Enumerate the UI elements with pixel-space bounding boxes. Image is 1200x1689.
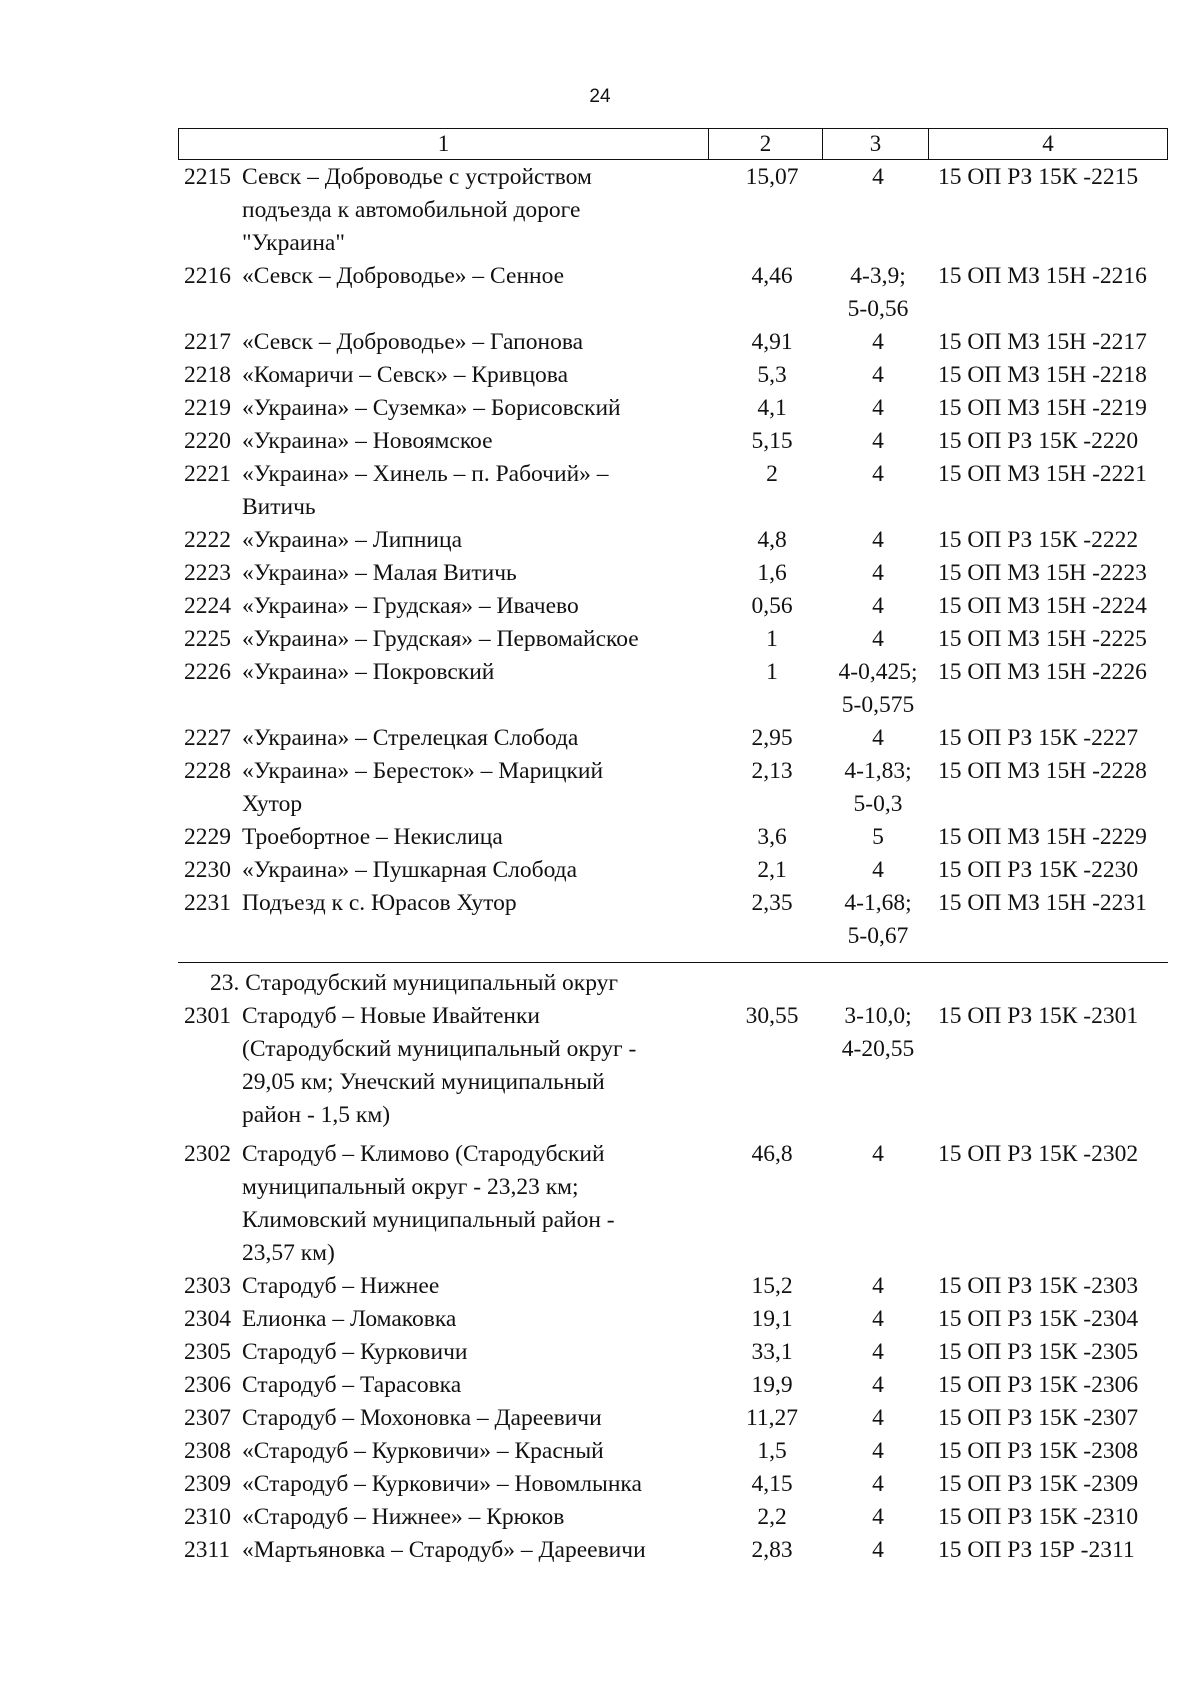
- table-row: [178, 260, 1168, 326]
- table-row: [178, 524, 1168, 557]
- road-name: [238, 260, 708, 326]
- road-name-line: «Украина» – Суземка» – Борисовский: [242, 395, 621, 421]
- road-name: [238, 1138, 708, 1270]
- road-category-line: 4: [872, 1537, 884, 1563]
- table-row: [178, 458, 1168, 524]
- road-id-code: 15 ОП МЗ 15Н -2229: [938, 824, 1147, 850]
- road-category-line: 4: [872, 1306, 884, 1332]
- road-length: 19,1: [751, 1306, 793, 1332]
- road-length: 2,83: [751, 1537, 793, 1563]
- road-name-line: «Украина» – Липница: [242, 527, 463, 553]
- road-name-line: «Стародуб – Курковичи» – Красный: [242, 1438, 604, 1464]
- road-length: 11,27: [745, 1405, 798, 1431]
- road-length: 2,95: [751, 725, 793, 751]
- table-row: [178, 1138, 1168, 1270]
- road-name-line: Стародуб – Климово (Стародубский: [242, 1141, 605, 1167]
- road-number: 2229: [184, 824, 231, 850]
- road-name: [238, 1000, 708, 1132]
- road-category-line: 4: [872, 1339, 884, 1365]
- road-category-line: 4: [872, 527, 884, 553]
- road-length: 3,6: [757, 824, 787, 850]
- road-id-code: 15 ОП РЗ 15К -2306: [938, 1372, 1139, 1398]
- table-row: [178, 887, 1168, 953]
- table-row: [178, 1000, 1168, 1132]
- road-group-sevsk: [178, 161, 1168, 953]
- road-name: [238, 1303, 708, 1336]
- table-header: [178, 128, 1168, 160]
- road-name-line: «Стародуб – Нижнее» – Крюков: [242, 1504, 565, 1530]
- road-name-line: Севск – Доброводье с устройством: [242, 164, 592, 190]
- road-category: [822, 821, 928, 854]
- road-number: 2308: [184, 1438, 231, 1464]
- road-category-line: 4-1,83;: [844, 758, 912, 784]
- road-number: 2223: [184, 560, 231, 586]
- table-row: [178, 359, 1168, 392]
- road-name: [238, 1270, 708, 1303]
- road-length: 2,2: [757, 1504, 787, 1530]
- road-category: [822, 854, 928, 887]
- road-id-code: 15 ОП МЗ 15Н -2218: [938, 362, 1147, 388]
- road-name-line: «Украина» – Бересток» – Марицкий: [242, 758, 604, 784]
- road-category: [822, 1435, 928, 1468]
- road-category-line: 4: [872, 593, 884, 619]
- road-number: 2221: [184, 461, 231, 487]
- road-number: 2301: [184, 1003, 231, 1029]
- table-row: [178, 326, 1168, 359]
- road-id-code: 15 ОП РЗ 15К -2302: [938, 1141, 1139, 1167]
- road-name-line: «Украина» – Покровский: [242, 659, 495, 685]
- road-length: 1: [766, 659, 778, 685]
- road-length: 1,5: [757, 1438, 787, 1464]
- road-number: 2230: [184, 857, 231, 883]
- road-category-line: 4-1,68;: [844, 890, 912, 916]
- road-number: 2228: [184, 758, 231, 784]
- table-row: [178, 821, 1168, 854]
- road-name-line: Стародуб – Курковичи: [242, 1339, 468, 1365]
- road-name-line: Хутор: [242, 791, 303, 817]
- road-category: [822, 1270, 928, 1303]
- road-category-line: 4: [872, 1504, 884, 1530]
- road-name-line: район - 1,5 км): [242, 1102, 391, 1128]
- road-id-code: 15 ОП МЗ 15Н -2231: [938, 890, 1147, 916]
- road-number: 2231: [184, 890, 231, 916]
- road-category-line: 4: [872, 1405, 884, 1431]
- road-number: 2215: [184, 164, 231, 190]
- table-row: [178, 1468, 1168, 1501]
- road-length: 5,3: [757, 362, 787, 388]
- road-category-line: 5-0,575: [841, 692, 915, 718]
- road-number: 2304: [184, 1306, 231, 1332]
- road-name: [238, 1534, 708, 1567]
- page-number: 24: [589, 86, 611, 107]
- road-length: 30,55: [745, 1003, 799, 1029]
- road-group-starodub: [178, 1000, 1168, 1567]
- table-row: [178, 623, 1168, 656]
- road-number: 2226: [184, 659, 231, 685]
- road-length: 19,9: [751, 1372, 793, 1398]
- road-length: 1,6: [757, 560, 787, 586]
- road-name-line: подъезда к автомобильной дороге: [242, 197, 581, 223]
- road-name-line: «Стародуб – Курковичи» – Новомлынка: [242, 1471, 642, 1497]
- road-category: [822, 1501, 928, 1534]
- table-row: [178, 557, 1168, 590]
- road-category-line: 4: [872, 1372, 884, 1398]
- road-length: 4,8: [757, 527, 787, 553]
- table-row: [178, 1534, 1168, 1567]
- road-name: [238, 425, 708, 458]
- road-category: [822, 359, 928, 392]
- road-category-line: 4: [872, 1438, 884, 1464]
- road-category: [822, 656, 928, 722]
- road-name-line: «Севск – Доброводье» – Сенное: [242, 263, 565, 289]
- road-number: 2305: [184, 1339, 231, 1365]
- road-category-line: 4: [872, 560, 884, 586]
- road-category-line: 4-0,425;: [838, 659, 918, 685]
- road-id-code: 15 ОП РЗ 15К -2304: [938, 1306, 1139, 1332]
- road-name: [238, 590, 708, 623]
- road-category-line: 4: [872, 362, 884, 388]
- road-length: 4,91: [751, 329, 793, 355]
- road-number: 2220: [184, 428, 231, 454]
- road-number: 2222: [184, 527, 231, 553]
- road-category-line: 4-3,9;: [850, 263, 906, 289]
- table-row: [178, 755, 1168, 821]
- road-number: 2309: [184, 1471, 231, 1497]
- road-name-line: «Украина» – Хинель – п. Рабочий» –: [242, 461, 609, 487]
- road-id-code: 15 ОП МЗ 15Н -2216: [938, 263, 1147, 289]
- table-row: [178, 1435, 1168, 1468]
- road-category-line: 5-0,56: [847, 296, 909, 322]
- road-name-line: «Мартьяновка – Стародуб» – Дареевичи: [242, 1537, 646, 1563]
- road-number: 2218: [184, 362, 231, 388]
- road-category: [822, 1303, 928, 1336]
- road-category: [822, 524, 928, 557]
- road-name-line: Стародуб – Нижнее: [242, 1273, 440, 1299]
- table-row: [178, 854, 1168, 887]
- road-category: [822, 1402, 928, 1435]
- road-length: 4,46: [751, 263, 793, 289]
- road-name-line: муниципальный округ - 23,23 км;: [242, 1174, 579, 1200]
- section-divider: [178, 962, 1168, 963]
- road-category-line: 5-0,67: [847, 923, 909, 949]
- road-name-line: 23,57 км): [242, 1240, 335, 1266]
- road-number: 2310: [184, 1504, 231, 1530]
- road-name: [238, 1402, 708, 1435]
- road-length: 1: [766, 626, 778, 652]
- road-number: 2219: [184, 395, 231, 421]
- road-name-line: Стародуб – Новые Ивайтенки: [242, 1003, 540, 1029]
- table-row: [178, 1369, 1168, 1402]
- road-length: 2,35: [751, 890, 793, 916]
- road-name: [238, 1435, 708, 1468]
- road-category-line: 5: [872, 824, 884, 850]
- road-id-code: 15 ОП МЗ 15Н -2217: [938, 329, 1147, 355]
- road-name-line: «Комаричи – Севск» – Кривцова: [242, 362, 569, 388]
- table-row: [178, 392, 1168, 425]
- road-number: 2227: [184, 725, 231, 751]
- road-id-code: 15 ОП МЗ 15Н -2223: [938, 560, 1147, 586]
- road-name-line: "Украина": [242, 230, 345, 256]
- road-number: 2225: [184, 626, 231, 652]
- table-row: [178, 425, 1168, 458]
- road-name-line: Климовский муниципальный район -: [242, 1207, 615, 1233]
- road-category: [822, 590, 928, 623]
- road-name: [238, 557, 708, 590]
- road-category: [822, 425, 928, 458]
- table-body: [178, 161, 1168, 1567]
- road-category-line: 5-0,3: [853, 791, 903, 817]
- road-id-code: 15 ОП РЗ 15К -2308: [938, 1438, 1139, 1464]
- road-name-line: (Стародубский муниципальный округ -: [242, 1036, 637, 1062]
- road-number: 2303: [184, 1273, 231, 1299]
- road-length: 15,07: [745, 164, 799, 190]
- road-number: 2217: [184, 329, 231, 355]
- road-category: [822, 392, 928, 425]
- road-name-line: Елионка – Ломаковка: [242, 1306, 457, 1332]
- road-category-line: 4: [872, 725, 884, 751]
- road-category-line: 4: [872, 329, 884, 355]
- road-number: 2224: [184, 593, 231, 619]
- road-category: [822, 623, 928, 656]
- road-category-line: 4: [872, 461, 884, 487]
- road-number: 2216: [184, 263, 231, 289]
- road-name-line: Витичь: [242, 494, 316, 520]
- table-row: [178, 1501, 1168, 1534]
- road-category: [822, 1000, 928, 1132]
- header-col-1: 1: [179, 129, 709, 159]
- road-name: [238, 524, 708, 557]
- road-id-code: 15 ОП РЗ 15Р -2311: [938, 1537, 1135, 1563]
- road-category: [822, 722, 928, 755]
- road-name: [238, 1369, 708, 1402]
- road-category-line: 4: [872, 626, 884, 652]
- road-name: [238, 623, 708, 656]
- table-row: [178, 590, 1168, 623]
- road-length: 5,15: [751, 428, 793, 454]
- road-id-code: 15 ОП РЗ 15К -2227: [938, 725, 1139, 751]
- road-id-code: 15 ОП РЗ 15К -2309: [938, 1471, 1139, 1497]
- road-id-code: 15 ОП МЗ 15Н -2224: [938, 593, 1147, 619]
- table-row: [178, 656, 1168, 722]
- table-row: [178, 1402, 1168, 1435]
- road-id-code: 15 ОП РЗ 15К -2222: [938, 527, 1139, 553]
- road-name: [238, 1336, 708, 1369]
- road-category-line: 4: [872, 1141, 884, 1167]
- road-category: [822, 458, 928, 524]
- road-length: 46,8: [751, 1141, 793, 1167]
- road-number: 2302: [184, 1141, 231, 1167]
- road-category: [822, 557, 928, 590]
- road-category: [822, 755, 928, 821]
- road-length: 0,56: [751, 593, 793, 619]
- road-id-code: 15 ОП МЗ 15Н -2226: [938, 659, 1147, 685]
- road-number: 2307: [184, 1405, 231, 1431]
- road-id-code: 15 ОП РЗ 15К -2220: [938, 428, 1139, 454]
- road-category: [822, 260, 928, 326]
- road-name: [238, 326, 708, 359]
- road-id-code: 15 ОП РЗ 15К -2301: [938, 1003, 1139, 1029]
- road-name-line: «Севск – Доброводье» – Гапонова: [242, 329, 584, 355]
- road-name: [238, 1501, 708, 1534]
- road-category-line: 4-20,55: [841, 1036, 915, 1062]
- road-category-line: 4: [872, 1471, 884, 1497]
- road-length: 4,15: [751, 1471, 793, 1497]
- road-id-code: 15 ОП РЗ 15К -2303: [938, 1273, 1139, 1299]
- road-id-code: 15 ОП РЗ 15К -2215: [938, 164, 1139, 190]
- road-number: 2306: [184, 1372, 231, 1398]
- road-name-line: Троебортное – Некислица: [242, 824, 503, 850]
- road-name-line: «Украина» – Малая Витичь: [242, 560, 517, 586]
- road-category-line: 4: [872, 857, 884, 883]
- road-category-line: 3-10,0;: [844, 1003, 912, 1029]
- road-category: [822, 1138, 928, 1270]
- road-name-line: Подъезд к с. Юрасов Хутор: [242, 890, 517, 916]
- road-name: [238, 755, 708, 821]
- table-row: [178, 1303, 1168, 1336]
- road-name: [238, 359, 708, 392]
- road-category-line: 4: [872, 1273, 884, 1299]
- road-length: 15,2: [751, 1273, 793, 1299]
- road-name: [238, 161, 708, 260]
- road-name-line: «Украина» – Грудская» – Ивачево: [242, 593, 579, 619]
- road-name-line: «Украина» – Стрелецкая Слобода: [242, 725, 579, 751]
- road-name-line: «Украина» – Грудская» – Первомайское: [242, 626, 639, 652]
- road-name-line: Стародуб – Мохоновка – Дареевичи: [242, 1405, 602, 1431]
- road-name-line: Стародуб – Тарасовка: [242, 1372, 462, 1398]
- road-category: [822, 887, 928, 953]
- table-row: [178, 1336, 1168, 1369]
- section-title: 23. Стародубский муниципальный округ: [210, 970, 619, 996]
- road-category: [822, 1369, 928, 1402]
- road-length: 2,13: [751, 758, 793, 784]
- road-category: [822, 1336, 928, 1369]
- road-length: 33,1: [751, 1339, 793, 1365]
- road-name: [238, 821, 708, 854]
- table-row: [178, 722, 1168, 755]
- header-col-4: 4: [1042, 131, 1054, 156]
- road-name: [238, 458, 708, 524]
- road-name: [238, 656, 708, 722]
- road-category-line: 4: [872, 428, 884, 454]
- road-name: [238, 392, 708, 425]
- road-id-code: 15 ОП МЗ 15Н -2219: [938, 395, 1147, 421]
- road-category-line: 4: [872, 395, 884, 421]
- road-number: 2311: [184, 1537, 231, 1563]
- road-id-code: 15 ОП РЗ 15К -2230: [938, 857, 1139, 883]
- road-name-line: «Украина» – Пушкарная Слобода: [242, 857, 578, 883]
- road-category: [822, 326, 928, 359]
- road-length: 2,1: [757, 857, 787, 883]
- road-category-line: 4: [872, 164, 884, 190]
- road-id-code: 15 ОП МЗ 15Н -2225: [938, 626, 1147, 652]
- road-name: [238, 887, 708, 953]
- header-col-3: 3: [823, 129, 929, 159]
- road-length: 2: [766, 461, 778, 487]
- road-id-code: 15 ОП РЗ 15К -2310: [938, 1504, 1139, 1530]
- table-row: [178, 161, 1168, 260]
- road-name: [238, 722, 708, 755]
- road-length: 4,1: [757, 395, 787, 421]
- road-id-code: 15 ОП МЗ 15Н -2221: [938, 461, 1147, 487]
- road-category: [822, 1534, 928, 1567]
- road-name: [238, 854, 708, 887]
- table-row: [178, 1270, 1168, 1303]
- road-category: [822, 1468, 928, 1501]
- header-col-2: 2: [709, 129, 823, 159]
- road-id-code: 15 ОП МЗ 15Н -2228: [938, 758, 1147, 784]
- road-id-code: 15 ОП РЗ 15К -2307: [938, 1405, 1139, 1431]
- road-name: [238, 1468, 708, 1501]
- road-name-line: 29,05 км; Унечский муниципальный: [242, 1069, 605, 1095]
- road-name-line: «Украина» – Новоямское: [242, 428, 493, 454]
- road-category: [822, 161, 928, 260]
- road-id-code: 15 ОП РЗ 15К -2305: [938, 1339, 1139, 1365]
